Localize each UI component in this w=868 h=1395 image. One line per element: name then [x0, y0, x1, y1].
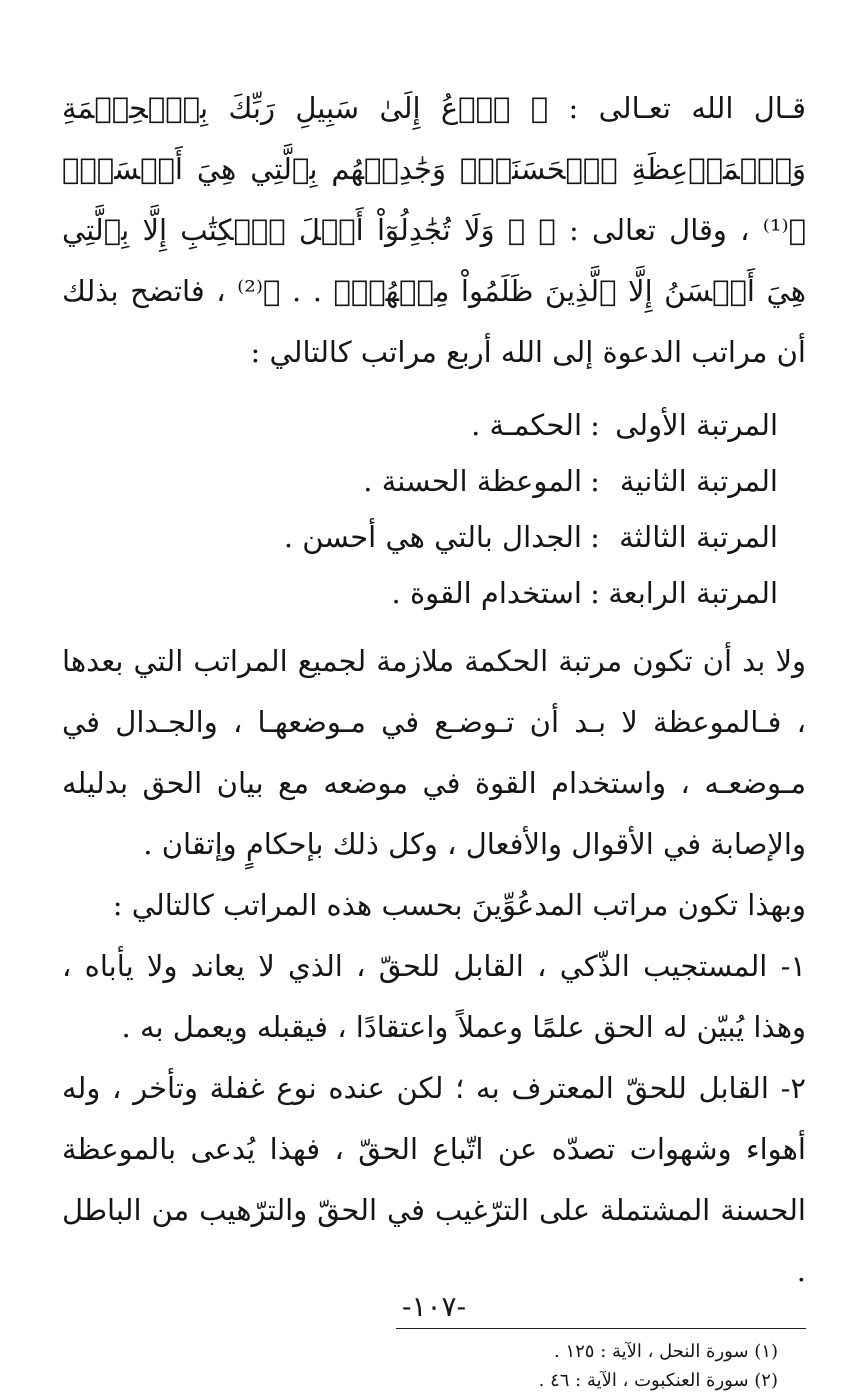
- rank-label: المرتبة الأولى: [615, 408, 778, 442]
- body-paragraph-intro-list: وبهذا تكون مراتب المدعُوِّينَ بحسب هذه المراتب كالتالي :: [112, 888, 806, 922]
- footnotes: [62, 1337, 806, 1395]
- body-paragraph-item-2: ٢- القابل للحقّ المعترف به ؛ لكن عنده نوع غفلة وتأخر ، وله أهواء وشهوات تصدّه عن اتّباع الحقّ ، فهذا يُدعى بالموعظة الحسنة المشتملة على الترّغيب في الحقّ والترّهيب من الباطل .: [62, 1071, 806, 1288]
- page-number: -١٠٧-: [401, 1290, 467, 1323]
- rank-item: [62, 509, 778, 565]
- body-paragraph-necessity: ولا بد أن تكون مرتبة الحكمة ملازمة لجميع المراتب التي بعدها ، فـالموعظة لا بـد أن تـوضـع في مـوضعهـا ، والجـدال في مـوضعـه ، واستخدام القوة في موضعه مع بيان الحق بدليله والإصابة في الأقوال والأفعال ، وكل ذلك بإحكامٍ وإتقان .: [62, 644, 806, 861]
- rank-item: [62, 397, 778, 453]
- rank-item: [62, 565, 778, 621]
- intro-paragraph: قـال الله تعـالى : ﴿ ٱدۡعُ إِلَىٰ سَبِيلِ رَبِّكَ بِٱلۡحِكۡمَةِ وَٱلۡمَوۡعِظَةِ ٱلۡحَسَنَةِۖ وَجَٰدِلۡهُم بِٱلَّتِي هِيَ أَحۡسَنُۚ ﴾⁽¹⁾ ، وقال تعالى : ﴿ ۞ وَلَا تُجَٰدِلُوٓاْ أَهۡلَ ٱلۡكِتَٰبِ إِلَّا بِٱلَّتِي هِيَ أَحۡسَنُ إِلَّا ٱلَّذِينَ ظَلَمُواْ مِنۡهُمۡۖ . . ﴾⁽²⁾ ، فاتضح بذلك أن مراتب الدعوة إلى الله أربع مراتب كالتالي :: [62, 91, 806, 369]
- rank-label: المرتبة الرابعة: [608, 576, 778, 610]
- body-paragraph-item-1: ١- المستجيب الذّكي ، القابل للحقّ ، الذي لا يعاند ولا يأباه ، وهذا يُبيّن له الحق علمًا وعملاً واعتقادًا ، فيقبله ويعمل به .: [62, 949, 806, 1044]
- rank-item: [62, 453, 778, 509]
- footnote-item: (١) سورة النحل ، الآية : ١٢٥ .: [554, 1341, 778, 1362]
- ranks-list: [62, 397, 806, 621]
- rank-value: الجدال بالتي هي أحسن .: [283, 520, 582, 554]
- rank-value: الموعظة الحسنة .: [363, 464, 582, 498]
- rank-separator: :: [590, 576, 600, 610]
- rank-value: استخدام القوة .: [391, 576, 582, 610]
- rank-separator: :: [590, 408, 600, 442]
- rank-value: الحكمـة .: [471, 408, 582, 442]
- rank-label: المرتبة الثانية: [619, 464, 778, 498]
- footnote-item: (٢) سورة العنكبوت ، الآية : ٤٦ .: [538, 1370, 778, 1391]
- footnote-divider: [396, 1328, 806, 1329]
- rank-separator: :: [590, 520, 600, 554]
- rank-separator: :: [590, 464, 600, 498]
- rank-label: المرتبة الثالثة: [619, 520, 778, 554]
